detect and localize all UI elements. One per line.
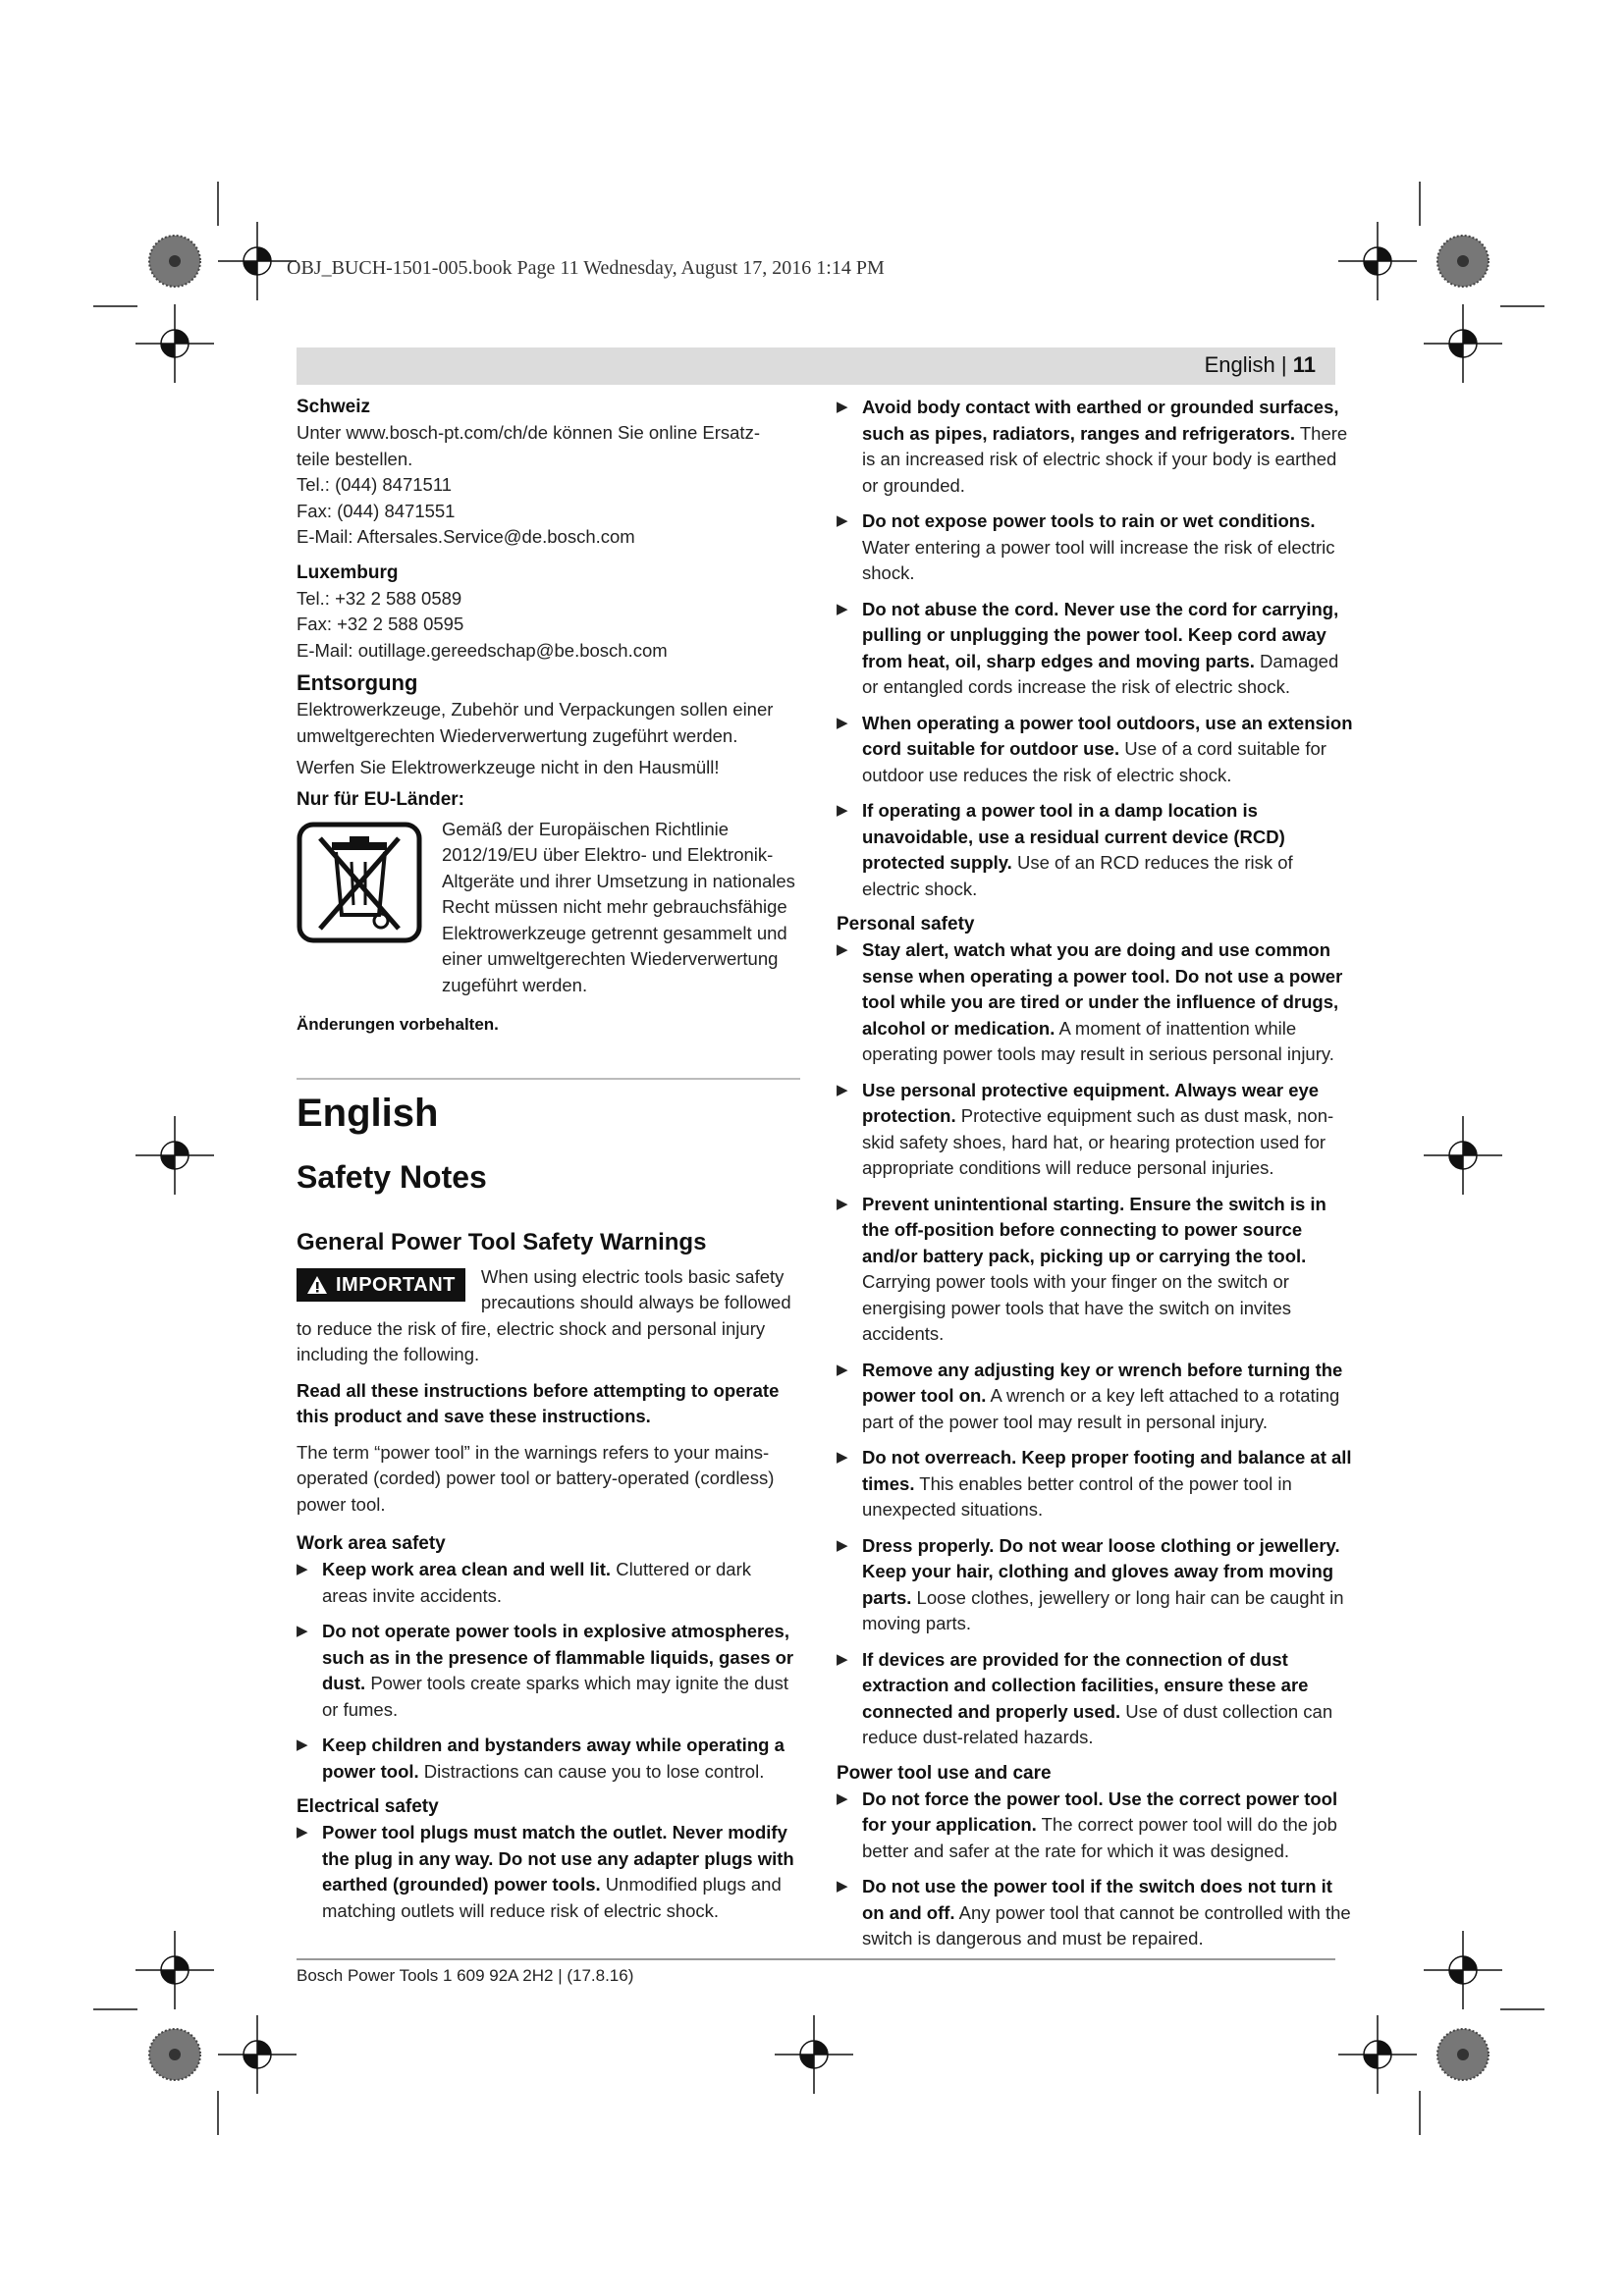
eu-text: Gemäß der Europäischen Richtlinie 2012/19/EU über Elektro- und Elektronik-Altgeräte und ihrer Umsetzung in nationales Recht müssen nicht mehr gebrauchsfähige Elektrowerkzeuge getrennt gesammelt und einer umweltgerechten Wiederverwertung zugeführt werden. <box>442 818 795 995</box>
list-item: ▶ Use personal protective equipment. Always wear eye protection. Protective equipment such as dust mask, non-skid safety shoes, hard hat, or hearing protection used for appropriate conditions will reduce personal injuries. <box>837 1079 1334 1178</box>
entsorgung-title: Entsorgung <box>297 670 418 695</box>
schweiz-line: Unter www.bosch-pt.com/ch/de können Sie online Ersatz- <box>297 422 760 443</box>
crosshair-mark <box>218 2015 297 2094</box>
list-item: ▶ Do not expose power tools to rain or wet conditions. Water entering a power tool will increase the risk of electric shock. <box>837 510 1335 583</box>
crosshair-mark <box>135 304 214 383</box>
list-item: ▶ Prevent unintentional starting. Ensure the switch is in the off-position before connecting to power source and/or battery pack, picking up or carrying the tool. Carrying power tools with your finger on the switch or energising power tools that have the switch on invites accidents. <box>837 1193 1326 1344</box>
crosshair-mark <box>135 1931 214 2009</box>
entsorgung-text: Elektrowerkzeuge, Zubehör und Verpackungen sollen einer umweltgerechten Wiederverwertung zugeführt werden. <box>297 699 774 746</box>
electrical-title: Electrical safety <box>297 1796 439 1817</box>
safety-notes-heading: Safety Notes <box>297 1158 487 1195</box>
list-item: ▶ Dress properly. Do not wear loose clothing or jewellery. Keep your hair, clothing and gloves away from moving parts. Loose clothes, jewellery or long hair can be caught in moving parts. <box>837 1534 1344 1633</box>
warning-triangle-icon <box>306 1275 328 1295</box>
luxemburg-title: Luxemburg <box>297 561 399 583</box>
list-item: ▶ Do not force the power tool. Use the correct power tool for your application. The correct power tool will do the job better and safer at the rate for which it was designed. <box>837 1788 1338 1861</box>
right-column <box>837 395 1354 1962</box>
list-item: ▶ Remove any adjusting key or wrench before turning the power tool on. A wrench or a key left attached to a rotating part of the power tool may result in personal injury. <box>837 1359 1343 1432</box>
page-header <box>297 347 1335 385</box>
list-item: ▶ Power tool plugs must match the outlet. Never modify the plug in any way. Do not use any adapter plugs with earthed (grounded) power tools. Unmodified plugs and matching outlets will reduce risk of electric shock. <box>297 1822 794 1921</box>
list-item: ▶ Do not abuse the cord. Never use the cord for carrying, pulling or unplugging the power tool. Keep cord away from heat, oil, sharp edges and moving parts. Damaged or entangled cords increase the risk of electric shock. <box>837 598 1339 697</box>
crosshair-mark <box>1424 304 1502 383</box>
important-text: When using electric tools basic safety precautions should always be followed to reduce the risk of fire, electric shock and personal injury including the following. <box>297 1265 791 1364</box>
list-item: ▶ Do not use the power tool if the switch does not turn it on and off. Any power tool that cannot be controlled with the switch is dangerous and must be repaired. <box>837 1876 1351 1949</box>
eu-title: Nur für EU-Länder: <box>297 788 464 810</box>
starburst-mark-tl <box>149 236 200 287</box>
general-warnings-heading: General Power Tool Safety Warnings <box>297 1228 707 1255</box>
crosshair-mark <box>218 222 297 300</box>
schweiz-line: Fax: (044) 8471551 <box>297 500 456 521</box>
term-definition: The term “power tool” in the warnings refers to your mains-operated (corded) power tool or battery-operated (cordless) power tool. <box>297 1441 775 1515</box>
read-all-note: Read all these instructions before attempting to operate this product and save these instructions. <box>297 1379 780 1426</box>
starburst-mark-bl <box>149 2029 200 2080</box>
page-footer: Bosch Power Tools 1 609 92A 2H2 | (17.8.16) <box>297 1966 634 1985</box>
crosshair-mark <box>775 2015 853 2094</box>
list-item: ▶ Stay alert, watch what you are doing and use common sense when operating a power tool. Do not use a power tool while you are tired or under the influence of drugs, alcohol or medication. A moment of inattention while operating power tools may result in serious personal injury. <box>837 939 1343 1064</box>
section-divider <box>297 1078 800 1080</box>
entsorgung-text: Werfen Sie Elektrowerkzeuge nicht in den Hausmüll! <box>297 757 720 777</box>
schweiz-line: teile bestellen. <box>297 448 413 469</box>
list-item: ▶ Do not operate power tools in explosive atmospheres, such as in the presence of flammable liquids, gases or dust. Power tools create sparks which may ignite the dust or fumes. <box>297 1621 794 1720</box>
starburst-mark-br <box>1437 2029 1489 2080</box>
schweiz-title: Schweiz <box>297 397 370 417</box>
page-number: 11 <box>1292 352 1316 377</box>
weee-bin-icon <box>297 817 424 944</box>
list-item: ▶ Do not overreach. Keep proper footing and balance at all times. This enables better control of the power tool in unexpected situations. <box>837 1447 1352 1520</box>
left-column <box>297 395 800 1934</box>
personal-safety-title: Personal safety <box>837 914 975 934</box>
list-item: ▶ If devices are provided for the connection of dust extraction and collection facilities, ensure these are connected and properly used. Use of dust collection can reduce dust-related hazards. <box>837 1648 1333 1747</box>
list-item: ▶ Avoid body contact with earthed or grounded surfaces, such as pipes, radiators, ranges and refrigerators. There is an increased risk of electric shock if your body is earthed or grounded. <box>837 397 1348 496</box>
list-item: ▶ If operating a power tool in a damp location is unavoidable, use a residual current device (RCD) protected supply. Use of an RCD reduces the risk of electric shock. <box>837 800 1293 899</box>
crosshair-mark <box>1424 1116 1502 1195</box>
print-slug: OBJ_BUCH-1501-005.book Page 11 Wednesday, August 17, 2016 1:14 PM <box>287 257 885 279</box>
luxemburg-line: E-Mail: outillage.gereedschap@be.bosch.com <box>297 639 668 661</box>
luxemburg-line: Tel.: +32 2 588 0589 <box>297 587 462 609</box>
schweiz-line: Tel.: (044) 8471511 <box>297 474 453 495</box>
crosshair-mark <box>1424 1931 1502 2009</box>
crosshair-mark <box>135 1116 214 1195</box>
power-tool-use-title: Power tool use and care <box>837 1762 1052 1784</box>
weee-block <box>297 817 800 999</box>
list-item: ▶ Keep children and bystanders away while operating a power tool. Distractions can cause you to lose control. <box>297 1735 785 1782</box>
footer-rule <box>297 1958 1335 1960</box>
changes-note: Änderungen vorbehalten. <box>297 1015 499 1034</box>
english-heading: English <box>297 1091 439 1135</box>
list-item: ▶ When operating a power tool outdoors, use an extension cord suitable for outdoor use. Use of a cord suitable for outdoor use reduces the risk of electric shock. <box>837 712 1353 785</box>
important-badge: IMPORTANT <box>297 1268 465 1303</box>
starburst-mark-tr <box>1437 236 1489 287</box>
list-item: ▶ Keep work area clean and well lit. Cluttered or dark areas invite accidents. <box>297 1559 751 1606</box>
work-area-title: Work area safety <box>297 1533 446 1554</box>
crosshair-mark <box>1338 222 1417 300</box>
crosshair-mark <box>1338 2015 1417 2094</box>
header-section: English | <box>1204 352 1293 377</box>
luxemburg-line: Fax: +32 2 588 0595 <box>297 614 464 634</box>
schweiz-line: E-Mail: Aftersales.Service@de.bosch.com <box>297 526 635 547</box>
